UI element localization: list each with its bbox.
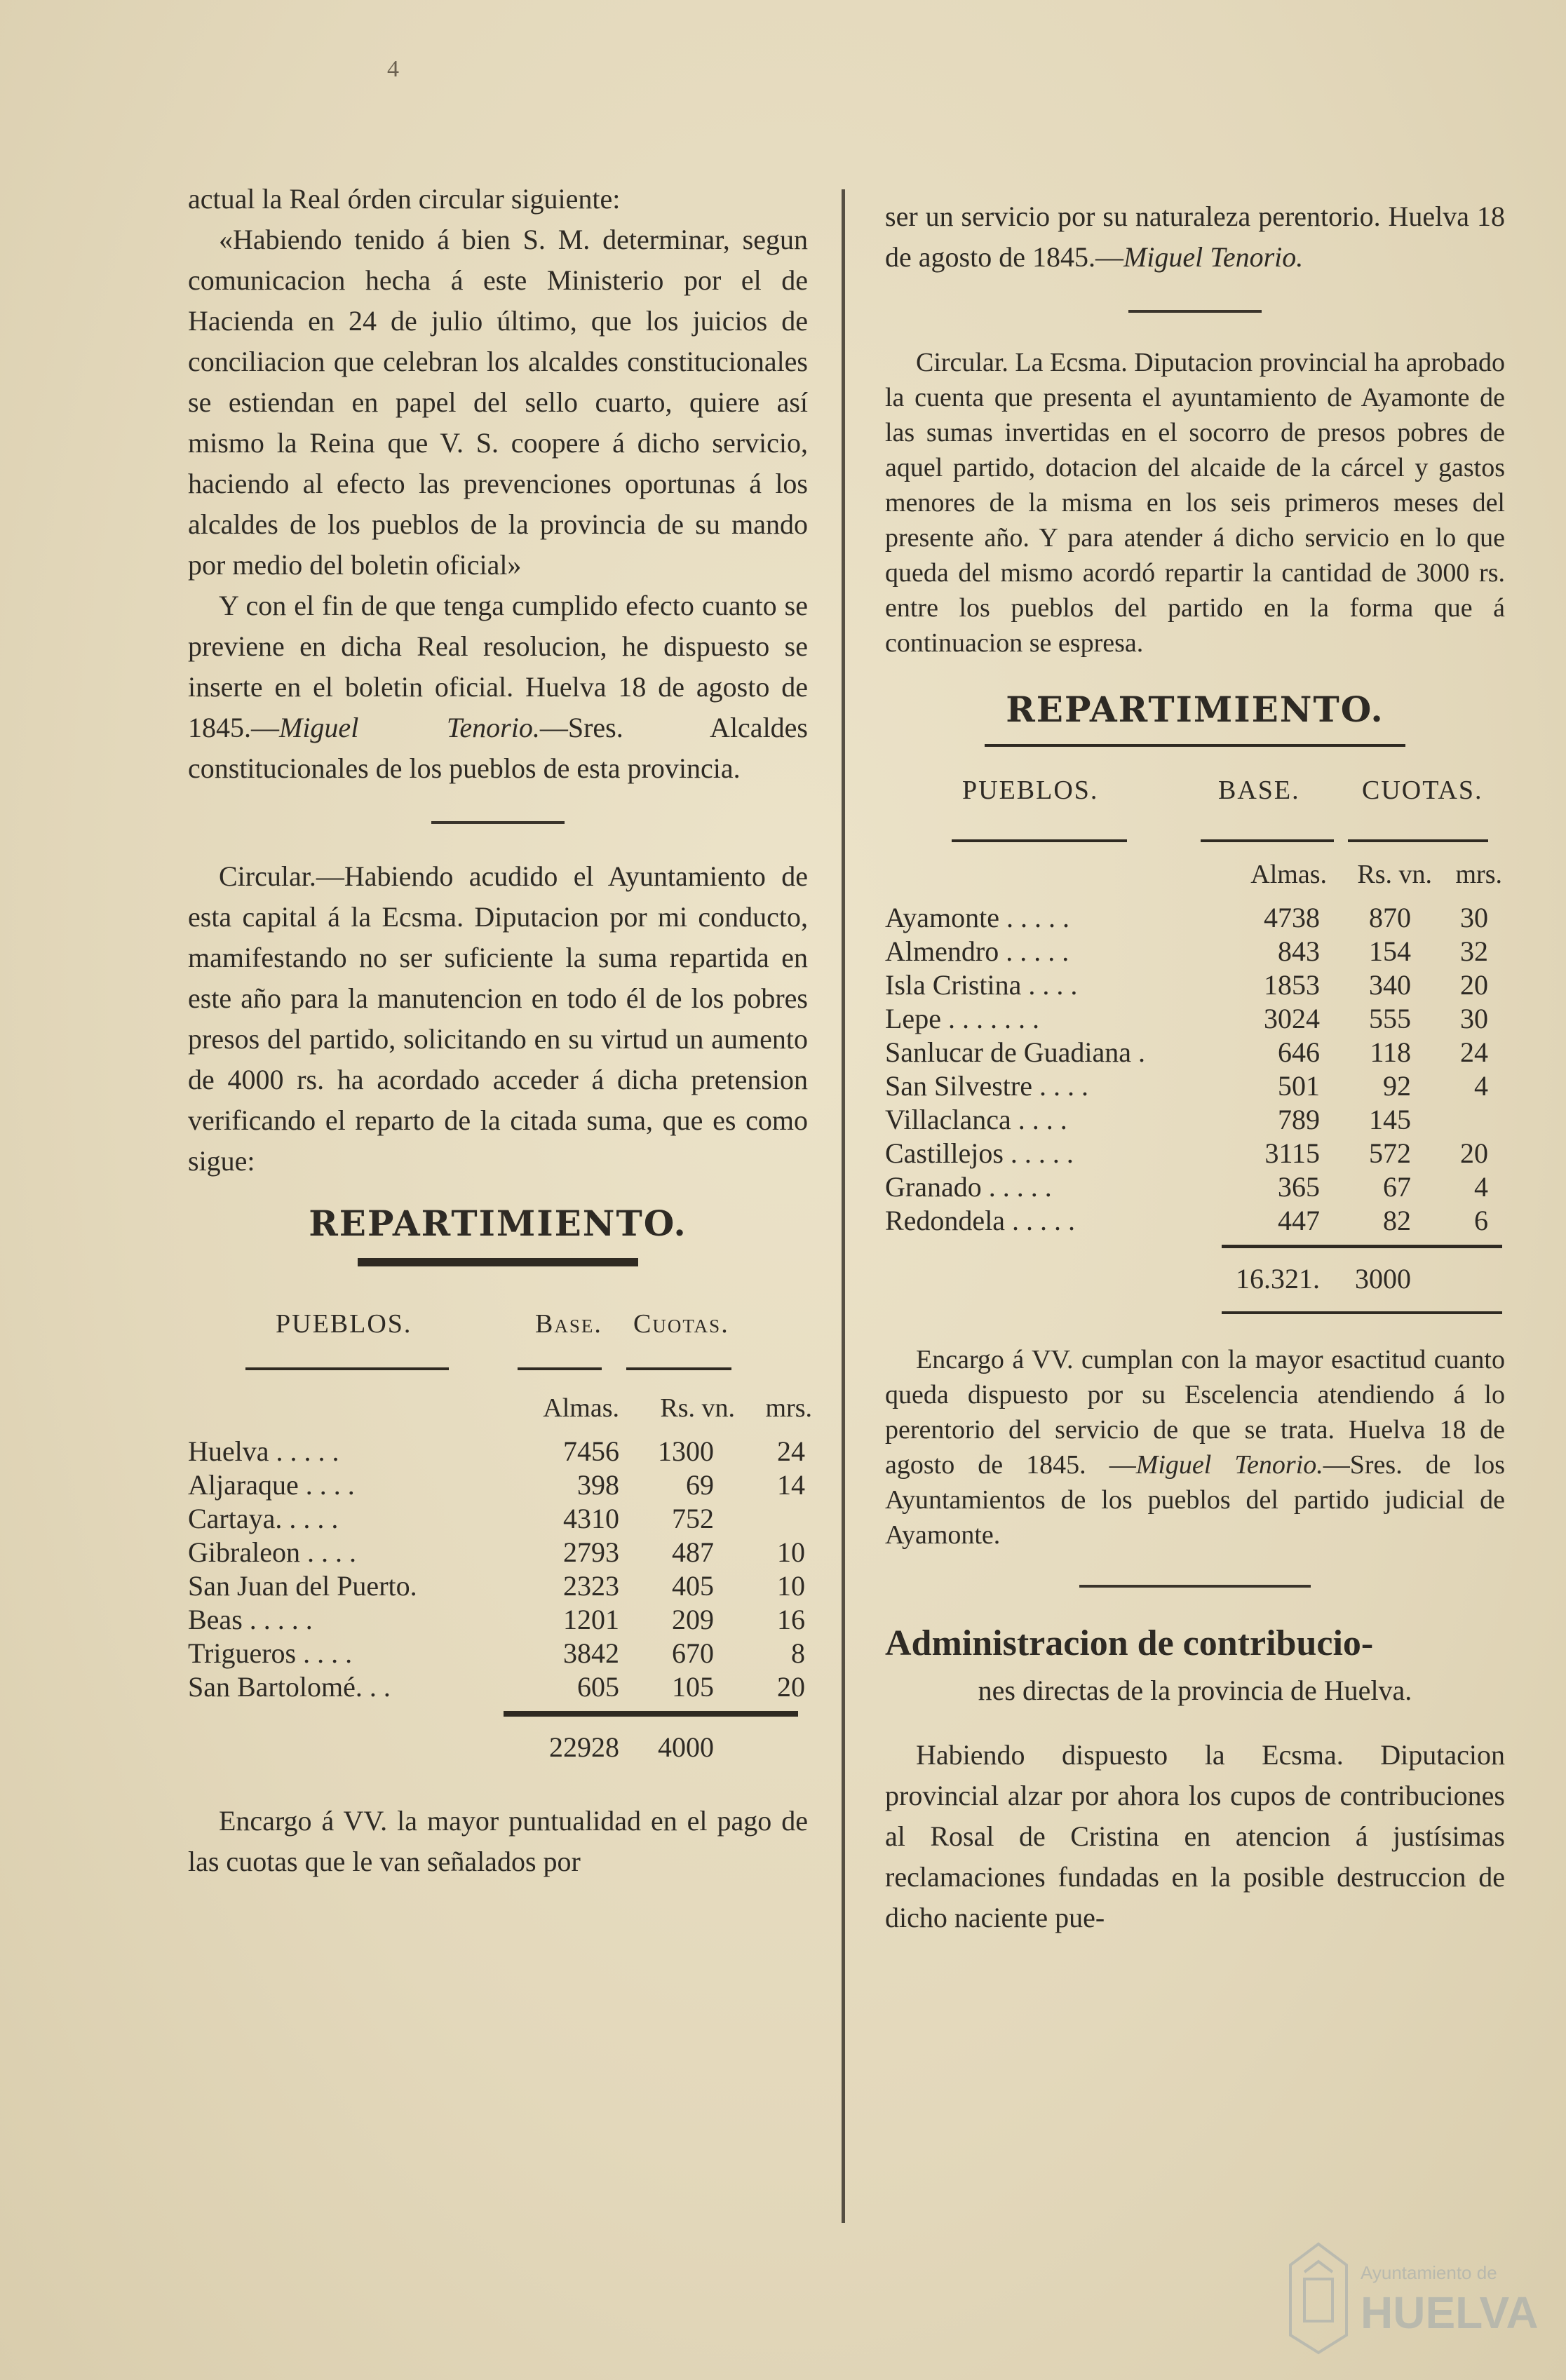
row-base: 2323 xyxy=(563,1570,619,1602)
row-pueblo: San Juan del Puerto. xyxy=(188,1570,417,1602)
left-resolution-text: Y con el fin de que tenga cumplido efecto cuanto se previene en dicha Real resolucion, he dispuesto se inserte en el boletin oficial. Huelva 18 de agosto de 1845.— xyxy=(188,590,808,743)
row-rs: 67 xyxy=(1383,1171,1411,1203)
right-closing-addressee: —Sres. de los Ayuntamientos de los pueblos del partido judicial de Ayamonte. xyxy=(885,1450,1506,1550)
left-unit-almas: Almas. xyxy=(543,1393,619,1423)
row-mrs: 10 xyxy=(777,1570,805,1602)
left-table-header xyxy=(188,1309,808,1393)
row-base: 4738 xyxy=(1264,902,1320,933)
right-column xyxy=(885,196,1505,1938)
row-base: 3842 xyxy=(563,1637,619,1669)
row-mrs: 16 xyxy=(777,1604,805,1635)
left-units-row xyxy=(188,1393,812,1435)
right-paragraph-circular: Circular. La Ecsma. Diputacion provincial ha aprobado la cuenta que presenta el ayuntamiento de Ayamonte de las sumas invertidas en el socorro de presos pobres de aquel partido, dotacion del alcaide de la cárcel y gastos menores de la misma en los seis primeros meses del presente año. Y para atender á dicho servicio en lo que queda del mismo acordó repartir la cantidad de 3000 rs. entre los pueblos del partido en la forma que á continuacion se espresa. xyxy=(885,348,1505,658)
seal-text-line1: Ayuntamiento de xyxy=(1361,2262,1497,2283)
right-paragraph-closing xyxy=(885,1342,1505,1553)
seal-text-line2: HUELVA xyxy=(1361,2287,1539,2338)
row-rs: 105 xyxy=(672,1671,714,1703)
row-base: 1853 xyxy=(1264,969,1320,1001)
row-base: 501 xyxy=(1278,1070,1320,1102)
row-mrs: 6 xyxy=(1474,1205,1488,1236)
left-paragraph-closing: Encargo á VV. la mayor puntualidad en el pago de las cuotas que le van señalados por xyxy=(188,1805,808,1877)
row-pueblo: Isla Cristina . . . . xyxy=(885,969,1078,1001)
left-col-pueblos: PUEBLOS. xyxy=(276,1309,412,1339)
row-base: 843 xyxy=(1278,935,1320,967)
right-total-base: 16.321. xyxy=(1236,1263,1320,1294)
row-mrs: 30 xyxy=(1460,902,1488,933)
left-total-row xyxy=(188,1731,808,1773)
right-table-body xyxy=(885,901,1505,1238)
row-rs: 118 xyxy=(1370,1036,1411,1068)
row-mrs: 30 xyxy=(1460,1003,1488,1034)
row-pueblo: Huelva . . . . . xyxy=(188,1435,339,1467)
right-p1-text: ser un servicio por su naturaleza perentorio. Huelva 18 de agosto de 1845.— xyxy=(885,201,1505,273)
right-p1-signature: Miguel Tenorio. xyxy=(1123,241,1304,273)
row-mrs: 8 xyxy=(791,1637,805,1669)
table-row xyxy=(188,1569,808,1603)
left-col-base: Base. xyxy=(535,1309,602,1339)
left-signature: Miguel Tenorio. xyxy=(279,712,540,743)
table-row xyxy=(188,1435,808,1468)
admin-section-subtitle: nes directas de la provincia de Huelva. xyxy=(978,1675,1412,1706)
table-row xyxy=(188,1637,808,1670)
row-base: 3024 xyxy=(1264,1003,1320,1034)
row-pueblo: Beas . . . . . xyxy=(188,1604,313,1635)
right-col-cuotas: CUOTAS. xyxy=(1362,776,1483,805)
table-row xyxy=(188,1468,808,1502)
row-rs: 487 xyxy=(672,1536,714,1568)
left-separator-1 xyxy=(431,821,565,824)
left-underline-cuotas xyxy=(626,1367,731,1370)
right-total-rs: 3000 xyxy=(1355,1263,1411,1294)
row-base: 398 xyxy=(577,1469,619,1501)
left-underline-pueblos xyxy=(245,1367,449,1370)
row-mrs: 4 xyxy=(1474,1171,1488,1203)
row-rs: 145 xyxy=(1369,1104,1411,1135)
row-base: 3115 xyxy=(1264,1137,1320,1169)
row-base: 365 xyxy=(1278,1171,1320,1203)
left-total-rule xyxy=(504,1711,798,1717)
right-underline-pueblos xyxy=(952,839,1127,842)
row-base: 605 xyxy=(577,1671,619,1703)
left-heading-rule xyxy=(358,1258,638,1266)
row-rs: 752 xyxy=(672,1503,714,1534)
right-table-header xyxy=(885,775,1505,859)
right-table-heading: REPARTIMIENTO. xyxy=(1006,689,1384,730)
row-rs: 670 xyxy=(672,1637,714,1669)
right-col-pueblos: PUEBLOS. xyxy=(962,776,1099,805)
right-unit-almas: Almas. xyxy=(1250,860,1327,889)
left-paragraph-royal-order: «Habiendo tenido á bien S. M. determinar, segun comunicacion hecha á este Ministerio por el de Hacienda en 24 de julio último, que los juicios de conciliacion que celebran los alcaldes constitucionales se estiendan en papel del sello cuarto, quiere así mismo la Reina que V. S. coopere á dicho servicio, haciendo al efecto las prevenciones oportunas á los alcaldes de los pueblos de la provincia de su mando por medio del boletin oficial» xyxy=(188,224,808,581)
row-pueblo: Trigueros . . . . xyxy=(188,1637,353,1669)
table-row xyxy=(885,935,1505,968)
row-mrs: 14 xyxy=(777,1469,805,1501)
right-heading-rule xyxy=(985,744,1405,747)
right-total-rule xyxy=(1222,1245,1502,1248)
row-rs: 82 xyxy=(1383,1205,1411,1236)
right-unit-mrs: mrs. xyxy=(1455,860,1502,889)
row-pueblo: Ayamonte . . . . . xyxy=(885,902,1069,933)
left-resolution-addressee: —Sres. Alcaldes constitucionales de los pueblos de esta provincia. xyxy=(188,712,808,784)
table-row xyxy=(188,1670,808,1704)
row-rs: 555 xyxy=(1369,1003,1411,1034)
row-base: 1201 xyxy=(563,1604,619,1635)
table-row xyxy=(188,1502,808,1536)
right-separator-1 xyxy=(1128,310,1262,313)
row-pueblo: Aljaraque . . . . xyxy=(188,1469,355,1501)
row-pueblo: Gibraleon . . . . xyxy=(188,1536,356,1568)
row-rs: 572 xyxy=(1369,1137,1411,1169)
left-total-rs: 4000 xyxy=(658,1731,714,1763)
row-mrs: 24 xyxy=(1460,1036,1488,1068)
table-row xyxy=(885,1204,1505,1238)
left-unit-mrs: mrs. xyxy=(765,1393,812,1423)
row-mrs: 20 xyxy=(1460,969,1488,1001)
table-row xyxy=(885,1069,1505,1103)
right-closing-text: Encargo á VV. cumplan con la mayor esactitud cuanto queda dispuesto por su Escelencia atendiendo á lo perentorio del servicio de que se trata. Huelva 18 de agosto de 1845. — xyxy=(885,1345,1505,1480)
right-paragraph-admin: Habiendo dispuesto la Ecsma. Diputacion provincial alzar por ahora los cupos de contribuciones al Rosal de Cristina en atencion á justísimas reclamaciones fundadas en la posible destruccion de dicho naciente pue- xyxy=(885,1739,1505,1933)
left-paragraph-resolution xyxy=(188,586,808,789)
row-pueblo: Sanlucar de Guadiana . xyxy=(885,1036,1145,1068)
row-mrs: 10 xyxy=(777,1536,805,1568)
row-pueblo: Granado . . . . . xyxy=(885,1171,1052,1203)
admin-section-title: Administracion de contribucio- xyxy=(885,1623,1374,1663)
right-units-row xyxy=(885,859,1505,901)
right-total-row xyxy=(885,1262,1505,1304)
row-pueblo: Almendro . . . . . xyxy=(885,935,1069,967)
right-underline-cuotas xyxy=(1348,839,1488,842)
left-underline-base xyxy=(518,1367,602,1370)
left-col-cuotas: Cuotas. xyxy=(633,1309,729,1339)
row-rs: 69 xyxy=(686,1469,714,1501)
row-rs: 340 xyxy=(1369,969,1411,1001)
left-table-heading: REPARTIMIENTO. xyxy=(309,1203,687,1244)
page-mark: 4 xyxy=(387,56,399,82)
row-rs: 92 xyxy=(1383,1070,1411,1102)
right-paragraph-1 xyxy=(885,196,1505,278)
ayuntamiento-seal-watermark xyxy=(1276,2237,1543,2356)
row-mrs: 32 xyxy=(1460,935,1488,967)
row-base: 2793 xyxy=(563,1536,619,1568)
row-pueblo: Cartaya. . . . . xyxy=(188,1503,339,1534)
row-mrs: 4 xyxy=(1474,1070,1488,1102)
right-separator-2 xyxy=(1079,1585,1311,1588)
column-divider xyxy=(842,189,845,2223)
right-underline-base xyxy=(1201,839,1334,842)
row-mrs: 20 xyxy=(1460,1137,1488,1169)
right-closing-signature: Miguel Tenorio. xyxy=(1135,1450,1323,1480)
right-col-base: BASE. xyxy=(1218,776,1300,805)
table-row xyxy=(188,1536,808,1569)
right-unit-rs: Rs. vn. xyxy=(1357,860,1432,889)
row-rs: 154 xyxy=(1369,935,1411,967)
right-total-underline xyxy=(1222,1311,1502,1314)
left-unit-rs: Rs. vn. xyxy=(660,1393,735,1423)
row-pueblo: Lepe . . . . . . . xyxy=(885,1003,1039,1034)
table-row xyxy=(885,1002,1505,1036)
row-rs: 870 xyxy=(1369,902,1411,933)
left-column xyxy=(188,179,812,1882)
row-pueblo: Castillejos . . . . . xyxy=(885,1137,1074,1169)
table-row xyxy=(885,968,1505,1002)
row-base: 646 xyxy=(1278,1036,1320,1068)
row-rs: 209 xyxy=(672,1604,714,1635)
row-pueblo: Redondela . . . . . xyxy=(885,1205,1076,1236)
row-base: 7456 xyxy=(563,1435,619,1467)
row-rs: 1300 xyxy=(658,1435,714,1467)
table-row xyxy=(885,901,1505,935)
left-table-body xyxy=(188,1435,808,1704)
left-total-base: 22928 xyxy=(549,1731,619,1763)
row-pueblo: San Bartolomé. . . xyxy=(188,1671,391,1703)
table-row xyxy=(885,1170,1505,1204)
row-pueblo: Villaclanca . . . . xyxy=(885,1104,1067,1135)
table-row xyxy=(885,1137,1505,1170)
table-row xyxy=(885,1103,1505,1137)
row-base: 4310 xyxy=(563,1503,619,1534)
row-base: 789 xyxy=(1278,1104,1320,1135)
row-mrs: 20 xyxy=(777,1671,805,1703)
left-paragraph-1: actual la Real órden circular siguiente: xyxy=(188,183,621,215)
left-paragraph-circular: Circular.—Habiendo acudido el Ayuntamiento de esta capital á la Ecsma. Diputacion por mi conducto, mamifestando no ser suficiente la suma repartida en este año para la manutencion en todo él de los pobres presos del partido, solicitando en su virtud un aumento de 4000 rs. ha acordado acceder á dicha pretension verificando el reparto de la citada suma, que es como sigue: xyxy=(188,860,808,1177)
row-pueblo: San Silvestre . . . . xyxy=(885,1070,1088,1102)
row-base: 447 xyxy=(1278,1205,1320,1236)
row-rs: 405 xyxy=(672,1570,714,1602)
table-row xyxy=(885,1036,1505,1069)
table-row xyxy=(188,1603,808,1637)
row-mrs: 24 xyxy=(777,1435,805,1467)
